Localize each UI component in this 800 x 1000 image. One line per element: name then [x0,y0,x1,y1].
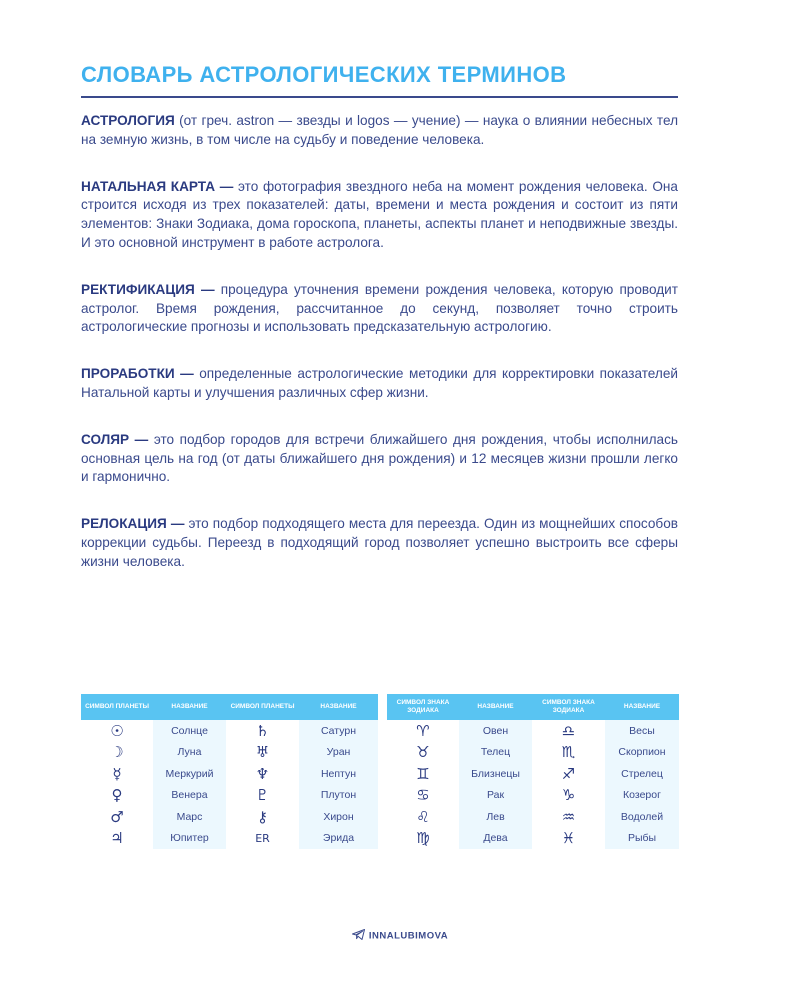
zodiac-name: Лев [459,806,532,828]
planet-name: Юпитер [153,828,226,850]
term-entry [81,365,678,403]
table-row [387,720,679,742]
planet-name: Венера [153,785,226,807]
planet-name: Солнце [153,720,226,742]
zodiac-table [387,694,679,849]
column-header: СИМВОЛ ЗНАКА ЗОДИАКА [387,694,459,720]
table-row [387,828,679,850]
term-entry [81,112,678,150]
term-name: АСТРОЛОГИЯ [81,113,175,128]
planet-symbol: ♅ [226,742,299,764]
title-divider [81,96,678,98]
zodiac-symbol: ♏ [532,742,605,764]
column-header: СИМВОЛ ЗНАКА ЗОДИАКА [532,694,605,720]
column-header: НАЗВАНИЕ [459,694,532,720]
author-handle[interactable]: INNALUBIMOVA [368,930,449,942]
zodiac-symbol: ♓ [532,828,605,850]
zodiac-symbol: ♊ [387,763,459,785]
zodiac-name: Рыбы [605,828,679,850]
telegram-plane-icon [352,929,365,943]
column-header: СИМВОЛ ПЛАНЕТЫ [81,694,153,720]
term-name: НАТАЛЬНАЯ КАРТА — [81,178,234,194]
planet-name: Меркурий [153,763,226,785]
table-row [81,828,378,850]
planet-symbol: ♆ [226,763,299,785]
zodiac-name: Дева [459,828,532,850]
zodiac-name: Рак [459,785,532,807]
term-name: ПРОРАБОТКИ — [81,366,194,382]
planet-symbol: ♀ [81,785,153,807]
table-row [81,720,378,742]
page-title: СЛОВАРЬ АСТРОЛОГИЧЕСКИХ ТЕРМИНОВ [81,62,567,87]
term-definition: определенные астрологические методики для корректировки показателей Натальной карты и улучшения различных сфер жизни. [81,366,679,400]
column-header: НАЗВАНИЕ [299,694,378,720]
planet-symbol: ☿ [81,763,153,785]
term-definition: процедура уточнения времени рождения человека, которую проводит астролог. Время рождения, рассчитанное до секунд, позволяет точно строить астрологические прогнозы и использовать предсказательную астрологию. [81,281,679,335]
table-row [81,763,378,785]
term-definition: это подбор подходящего места для переезда. Один из мощнейших способов коррекции судьбы. Переезд в подходящий город позволяет успешно выстроить все сферы жизни человека. [81,516,679,569]
zodiac-symbol: ♋ [387,785,459,807]
zodiac-name: Овен [459,720,532,742]
zodiac-name: Скорпион [605,742,679,764]
footer [0,929,800,943]
term-name: РЕЛОКАЦИЯ — [81,516,185,532]
terms-list [81,112,678,572]
zodiac-name: Телец [459,742,532,764]
zodiac-symbol: ♍ [387,828,459,850]
zodiac-symbol: ♐ [532,763,605,785]
planet-symbol: ♃ [81,828,153,850]
column-header: НАЗВАНИЕ [153,694,226,720]
zodiac-name: Близнецы [459,763,532,785]
planet-symbol: ☉ [81,720,153,742]
table-row [387,785,679,807]
zodiac-name: Стрелец [605,763,679,785]
planets-table [81,694,378,849]
term-definition: это подбор городов для встречи ближайшего дня рождения, чтобы исполнилась основная цель на год (от даты ближайшего дня рождения) и 12 месяцев жизни прошли легко и гармонично. [81,431,678,485]
term-entry [81,431,678,487]
term-name: РЕКТИФИКАЦИЯ — [81,281,215,297]
column-header: СИМВОЛ ПЛАНЕТЫ [226,694,299,720]
planet-symbol: ♇ [226,785,299,807]
planet-symbol: ⚷ [226,806,299,828]
table-header-row [81,694,378,720]
table-row [387,763,679,785]
table-row [81,806,378,828]
zodiac-symbol: ♑ [532,785,605,807]
planet-name: Марс [153,806,226,828]
term-definition: это фотография звездного неба на момент рождения человека. Она строится исходя из трех показателей: даты, времени и места рождения и состоит из пяти элементов: Знаки Зодиака, дома гороскопа, планеты, аспекты планет и неподвижные звезды. И это основной инструмент в работе астролога. [81,178,678,250]
planet-symbol: ♄ [226,720,299,742]
term-definition: (от греч. astron — звезды и logos — учение) — наука о влиянии небесных тел на земную жизнь, в том числе на судьбу и поведение человека. [81,113,678,147]
term-entry [81,178,678,253]
zodiac-symbol: ♒ [532,806,605,828]
table-row [81,785,378,807]
planet-name: Нептун [299,763,378,785]
planet-name: Луна [153,742,226,764]
planet-name: Уран [299,742,378,764]
zodiac-name: Водолей [605,806,679,828]
table-row [81,742,378,764]
planet-name: Хирон [299,806,378,828]
zodiac-symbol: ♉ [387,742,459,764]
zodiac-name: Весы [605,720,679,742]
planet-symbol: ER [226,828,299,850]
term-entry [81,515,678,571]
zodiac-name: Козерог [605,785,679,807]
planet-name: Сатурн [299,720,378,742]
table-header-row [387,694,679,720]
zodiac-symbol: ♌ [387,806,459,828]
column-header: НАЗВАНИЕ [605,694,679,720]
term-name: СОЛЯР — [81,431,149,447]
planet-symbol: ♂ [81,806,153,828]
term-entry [81,281,678,337]
zodiac-symbol: ♎ [532,720,605,742]
planet-name: Плутон [299,785,378,807]
table-row [387,742,679,764]
planet-name: Эрида [299,828,378,850]
planet-symbol: ☽ [81,742,153,764]
zodiac-symbol: ♈ [387,720,459,742]
table-row [387,806,679,828]
